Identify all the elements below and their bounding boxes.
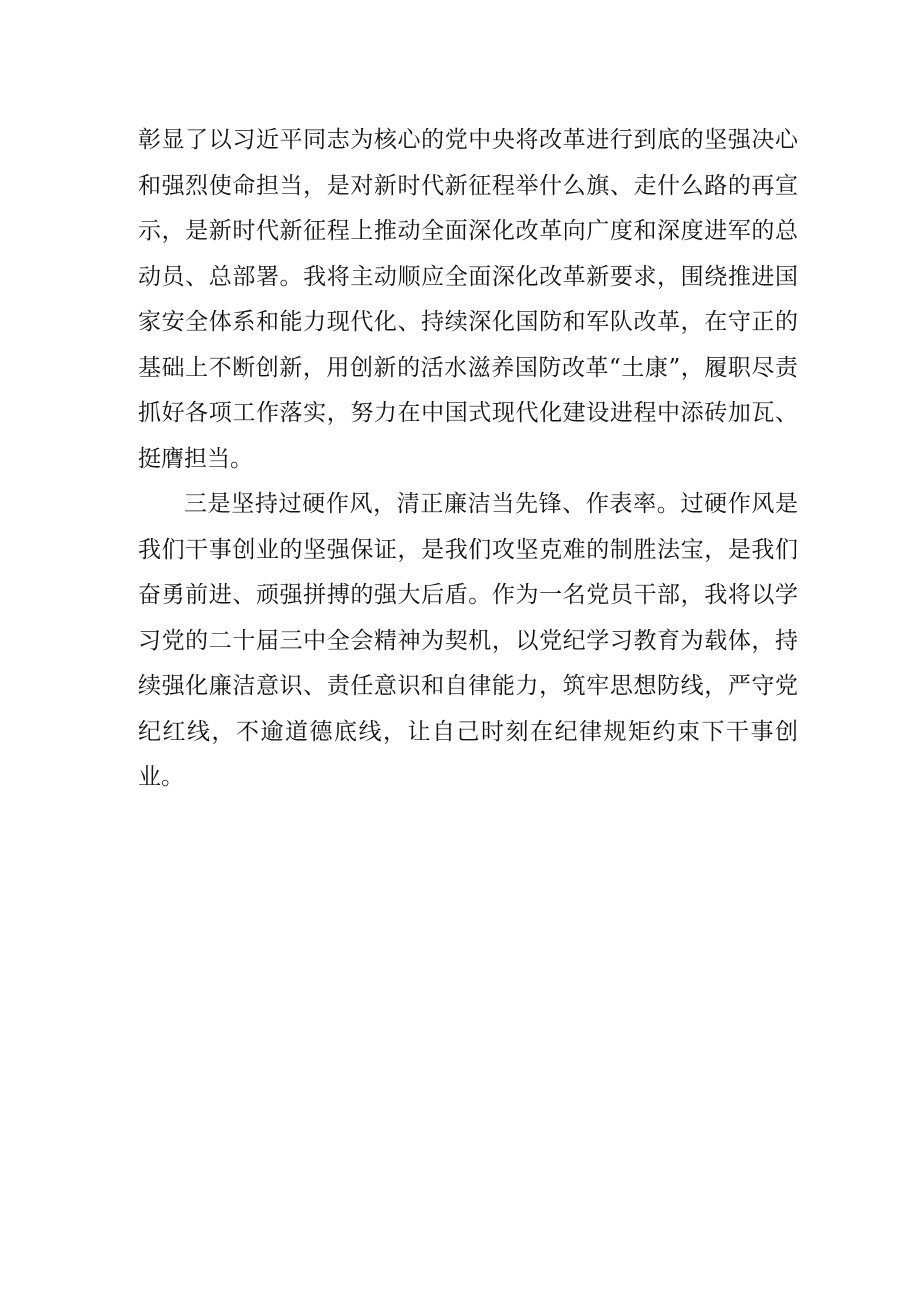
paragraph-continued: 彰显了以习近平同志为核心的党中央将改革进行到底的坚强决心和强烈使命担当，是对新时代新征程举什么旗、走什么路的再宣示，是新时代新征程上推动全面深化改革向广度和深度进军的总动员、总部署。我将主动顺应全面深化改革新要求，围绕推进国家安全体系和能力现代化、持续深化国防和军队改革，在守正的基础上不断创新，用创新的活水滋养国防改革“土康”，履职尽责抓好各项工作落实，努力在中国式现代化建设进程中添砖加瓦、挺膺担当。 — [138, 127, 798, 472]
paragraph-point-three: 三是坚持过硬作风，清正廉洁当先锋、作表率。过硬作风是我们干事创业的坚强保证，是我们攻坚克难的制胜法宝，是我们奋勇前进、顽强拼搏的强大后盾。作为一名党员干部，我将以学习党的二十届三中全会精神为契机，以党纪学习教育为载体，持续强化廉洁意识、责任意识和自律能力，筑牢思想防线，严守党纪红线，不逾道德底线，让自己时刻在纪律规矩约束下干事创业。 — [138, 491, 798, 790]
document-body — [138, 118, 798, 801]
